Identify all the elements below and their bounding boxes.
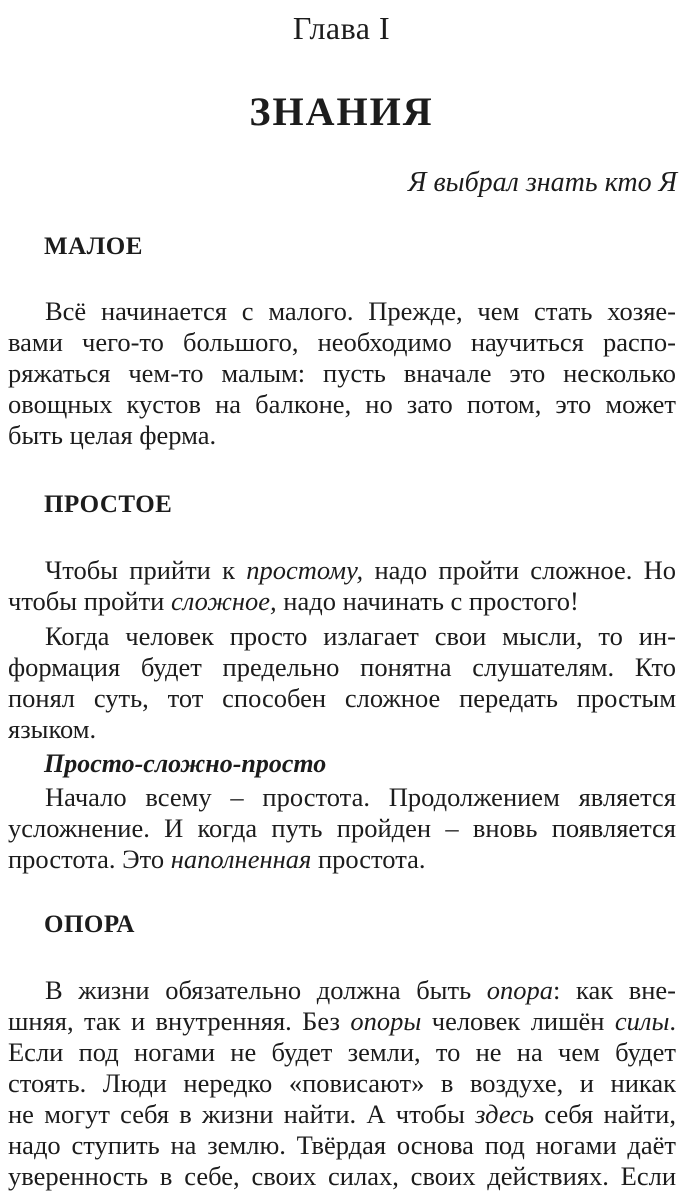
text-run: надо начинать с простого! [276, 586, 579, 616]
text-line: овощных кустов на балконе, но зато потом, это может [8, 389, 676, 419]
text-run: чтобы пройти [8, 586, 171, 616]
text-run: . [669, 1006, 677, 1036]
text-line: усложнение. И когда путь пройден – вновь появляется [8, 813, 676, 843]
chapter-label: Глава I [292, 10, 391, 46]
text-line: вами чего-то большого, необходимо научиться распо- [8, 327, 676, 357]
text-line: Если под ногами не будет земли, то не на чем будет [8, 1037, 676, 1067]
emphasis-text: сложное, [170, 586, 277, 616]
text-line [8, 844, 676, 875]
section-heading-opora: ОПОРА [44, 911, 135, 938]
paragraph-prostoe-1 [8, 555, 676, 617]
text-run: человек лишён [421, 1006, 615, 1036]
emphasis-text: наполненная [170, 844, 312, 874]
text-line: языком. [8, 714, 97, 744]
paragraph-prostoe-3 [8, 782, 676, 875]
section-heading-prostoe: ПРОСТОЕ [44, 491, 173, 518]
text-line: Когда человек просто излагает свои мысли, то ин- [45, 621, 676, 651]
paragraph-maloe-1 [8, 296, 676, 451]
text-run: надо пройти сложное. Но [363, 555, 676, 585]
text-line: ряжаться чем-то малым: пусть вначале это несколько [8, 358, 676, 388]
text-run: простота. Это [8, 844, 171, 874]
text-run: В жизни обязательно должна быть [45, 975, 487, 1005]
paragraph-prostoe-2 [8, 621, 676, 745]
chapter-title: ЗНАНИЯ [249, 89, 434, 134]
text-line: Начало всему – простота. Продолжением является [45, 782, 676, 812]
emphasis-text: опора [486, 975, 554, 1005]
text-line [8, 975, 676, 1006]
text-line: стоять. Люди нередко «повисают» в воздухе, и никак [8, 1068, 676, 1098]
section-heading-maloe: МАЛОЕ [44, 233, 143, 260]
text-line: уверенность в себе, своих силах, своих действиях. Если [8, 1161, 676, 1191]
paragraph-opora-1 [8, 975, 676, 1192]
text-run: Чтобы прийти к [45, 555, 247, 585]
text-line: понял суть, тот способен сложное передать простым [8, 683, 676, 713]
text-line [8, 1006, 676, 1037]
text-run: себя найти, [534, 1099, 676, 1129]
emphasis-text: опоры [350, 1006, 422, 1036]
emphasis-text: силы [614, 1006, 670, 1036]
text-line [8, 555, 676, 586]
text-line: Всё начинается с малого. Прежде, чем стать хозяе- [45, 296, 676, 326]
text-line [8, 586, 676, 617]
subheading-prosto-slozhno-prosto: Просто-сложно-просто [44, 749, 327, 778]
text-line [8, 1099, 676, 1130]
emphasis-text: простому, [246, 555, 364, 585]
text-line: формация будет предельно понятна слушателям. Кто [8, 652, 676, 682]
text-run: : как вне- [553, 975, 676, 1005]
text-line: надо ступить на землю. Твёрдая основа под ногами даёт [8, 1130, 676, 1160]
epigraph: Я выбрал знать кто Я [408, 167, 677, 198]
text-line: быть целая ферма. [8, 420, 217, 450]
text-run: шняя, так и внутренняя. Без [8, 1006, 351, 1036]
emphasis-text: здесь [475, 1099, 535, 1129]
text-run: простота. [311, 844, 426, 874]
text-run: не могут себя в жизни найти. А чтобы [8, 1099, 476, 1129]
